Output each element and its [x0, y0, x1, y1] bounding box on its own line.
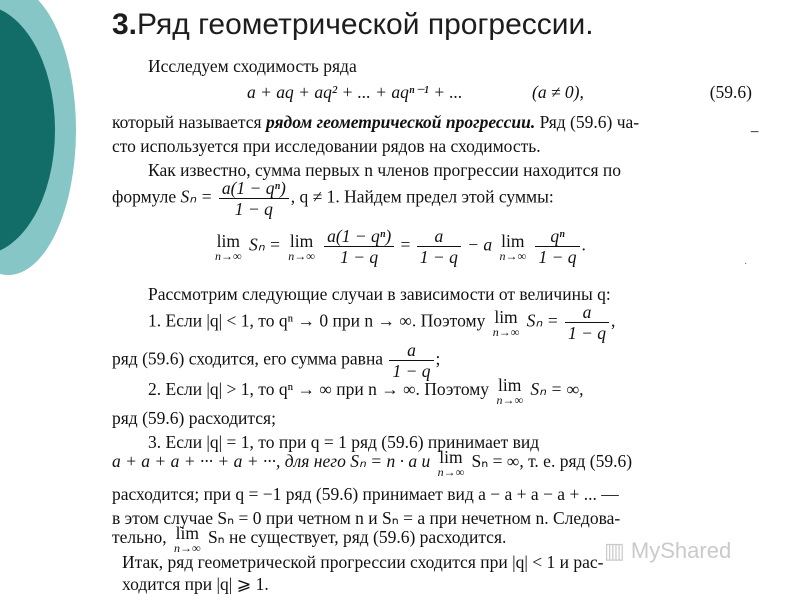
conclusion-line: Итак, ряд геометрической прогрессии сходится при |q| < 1 и рас-	[122, 552, 604, 572]
text-line-4: сто используется при исследовании рядов на сходимость.	[112, 136, 541, 156]
margin-dot-mark: ·	[744, 258, 748, 269]
slide-title-text: Ряд геометрической прогрессии.	[137, 8, 594, 41]
intro-line: Исследуем сходимость ряда	[148, 56, 357, 76]
series-condition: (a ≠ 0),	[532, 82, 584, 102]
limit-operator: lim n→∞	[215, 230, 242, 263]
case-3-series-line: a + a + a + ··· + a + ···, для него Sₙ = n · a и lim n→∞ Sₙ = ∞, т. е. ряд (59.6)	[112, 447, 633, 479]
text-line-17: тельно, lim n→∞ Sₙ не существует, ряд (59.6) расходится.	[112, 523, 507, 555]
watermark-text: MyShared	[630, 538, 732, 563]
case-2-result: ряд (59.6) расходится;	[112, 408, 276, 428]
equation-number: (59.6)	[709, 82, 752, 102]
textbook-page	[112, 50, 752, 595]
case-1-sum-line: ряд (59.6) сходится, его сумма равна $\frac{a}{1 - q}$ ;	[112, 340, 441, 381]
case-1-line: 1. Если |q| < 1, то qⁿ → 0 при n → ∞. Поэтому lim n→∞ Sₙ = $\frac{a}{1 - q}$ ,	[148, 302, 616, 343]
text-line-15: расходится; при q = −1 ряд (59.6) принимает вид a − a + a − a + ... —	[112, 484, 619, 504]
watermark-icon: ▥	[604, 538, 625, 563]
sum-fraction: $\frac{\text{a(1 − qⁿ)}}{1 - q}$	[219, 178, 289, 219]
text-line-cases: Рассмотрим следующие случаи в зависимости от величины q:	[148, 284, 611, 304]
margin-dash-mark: −	[750, 124, 760, 141]
text-line-3: который называется рядом геометрической прогрессии. Ряд (59.6) ча-	[112, 112, 640, 132]
case-2-line: 2. Если |q| > 1, то qⁿ → ∞ при n → ∞. Поэтому lim n→∞ Sₙ = ∞,	[148, 375, 584, 407]
watermark	[604, 538, 731, 564]
slide-title	[112, 8, 594, 42]
term-geometric-series: рядом геометрической прогрессии.	[265, 112, 536, 132]
case-3-line: 3. Если |q| = 1, то при q = 1 ряд (59.6) принимает вид	[148, 432, 540, 452]
series-formula: a + aq + aq² + ... + aqⁿ⁻¹ + ...	[247, 82, 463, 102]
limit-equation: lim n→∞ Sₙ = lim n→∞ $\frac{\text{a(1 − qⁿ)}}{1 - q}$ = $\frac{a}{1 - q}$ − a lim n→∞ $\frac{\text{qⁿ}}{1 - q}$ .	[215, 226, 586, 267]
slide-title-number: 3.	[112, 8, 138, 41]
sum-formula-line: формуле Sₙ = $\frac{\text{a(1 − qⁿ)}}{1 - q}$ , q ≠ 1. Найдем предел этой суммы:	[112, 178, 554, 219]
conclusion-line-2: ходится при |q| ⩾ 1.	[122, 574, 269, 594]
text-line-5: Как известно, сумма первых n членов прогрессии находится по	[148, 160, 621, 180]
text-line-16: в этом случае Sₙ = 0 при четном n и Sₙ = a при нечетном n. Следова-	[112, 508, 621, 528]
